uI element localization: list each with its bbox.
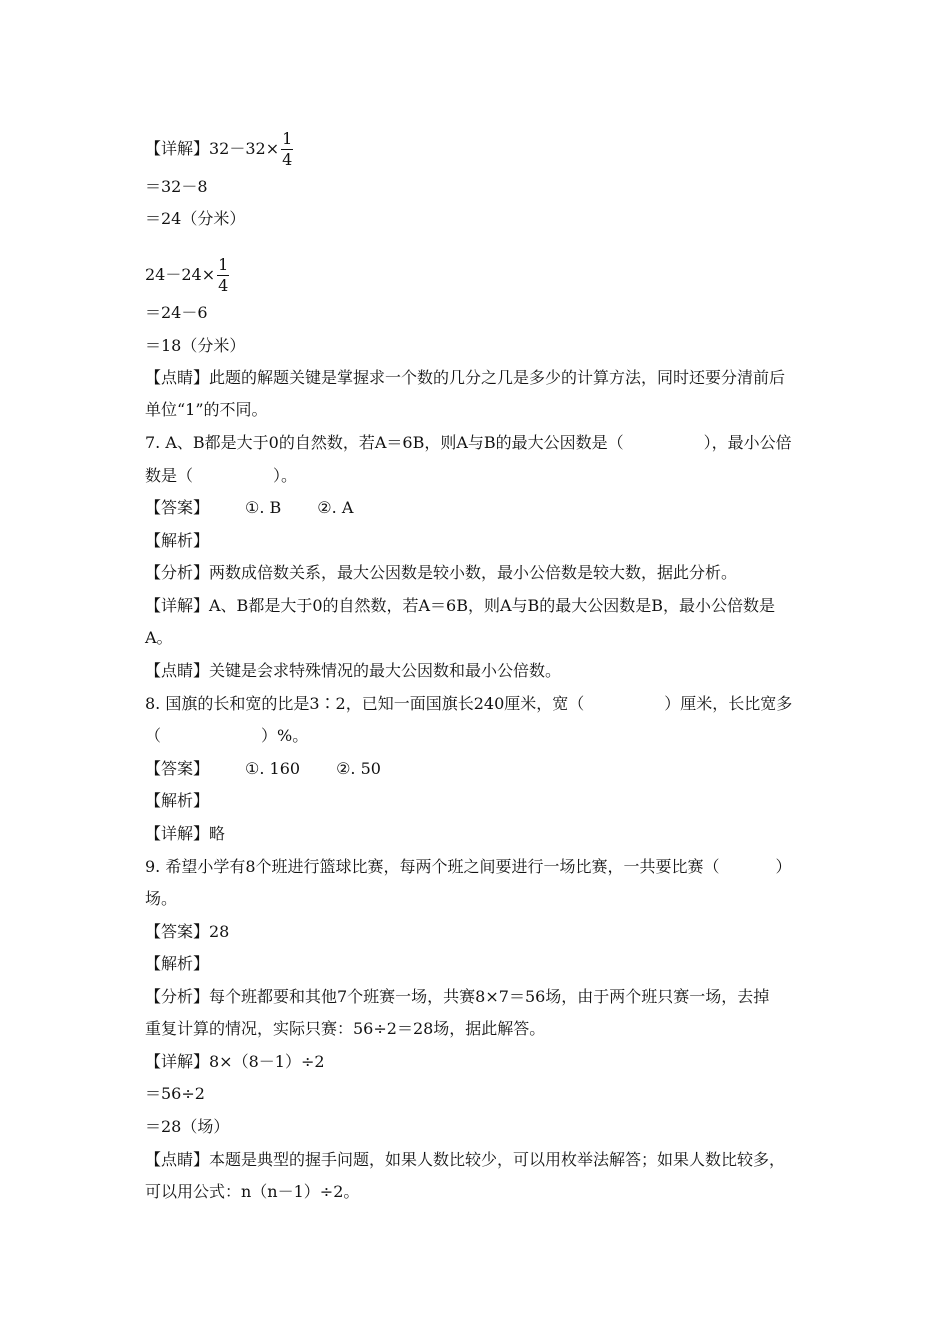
question-9-analysis-heading: 【解析】 — [145, 954, 210, 973]
remark-line-1: 【点睛】此题的解题关键是掌握求一个数的几分之几是多少的计算方法，同时还要分清前后 — [145, 368, 786, 387]
question-7-detail-line-2: A。 — [145, 628, 173, 647]
solution-line-4: 24－24× $\frac{1}{4}$ — [145, 255, 229, 295]
question-9-analysis-line-1: 【分析】每个班都要和其他7个班赛一场，共赛8×7＝56场，由于两个班只赛一场，去掉 — [145, 987, 770, 1006]
fraction-one-quarter: $\frac{1}{4}$ — [218, 255, 229, 295]
question-8-answer: 【答案】 ①. 160 ②. 50 — [145, 759, 381, 778]
remark-line-2: 单位“1”的不同。 — [145, 400, 268, 419]
question-9-detail-line-1: 【详解】8×（8－1）÷2 — [145, 1052, 325, 1071]
question-9-answer: 【答案】28 — [145, 922, 230, 941]
question-8-analysis-heading: 【解析】 — [145, 791, 210, 810]
fraction-one-quarter: $\frac{1}{4}$ — [282, 129, 293, 169]
solution-line-5: ＝24－6 — [145, 303, 208, 322]
question-8-line-1: 8. 国旗的长和宽的比是3∶2，已知一面国旗长240厘米，宽（ ）厘米，长比宽多 — [145, 694, 793, 713]
question-9-remark-line-1: 【点睛】本题是典型的握手问题，如果人数比较少，可以用枚举法解答；如果人数比较多， — [145, 1150, 786, 1169]
question-7-analysis-heading: 【解析】 — [145, 531, 210, 550]
question-9-detail-line-2: ＝56÷2 — [145, 1084, 205, 1103]
question-9-line-1: 9. 希望小学有8个班进行篮球比赛，每两个班之间要进行一场比赛，一共要比赛（ ） — [145, 857, 792, 876]
question-9-line-2: 场。 — [145, 889, 178, 908]
question-7-detail-line-1: 【详解】A、B都是大于0的自然数，若A＝6B，则A与B的最大公因数是B，最小公倍数是 — [145, 596, 776, 615]
question-7-line-2: 数是（ ）。 — [145, 466, 298, 485]
solution-line-2: ＝32－8 — [145, 177, 208, 196]
solution-line-6: ＝18（分米） — [145, 336, 246, 355]
question-9-detail-line-3: ＝28（场） — [145, 1117, 230, 1136]
question-7-answer: 【答案】 ①. B ②. A — [145, 498, 354, 517]
solution-line-1: 【详解】32－32× $\frac{1}{4}$ — [145, 129, 293, 169]
solution-line-3: ＝24（分米） — [145, 209, 246, 228]
question-7-analysis: 【分析】两数成倍数关系，最大公因数是较小数，最小公倍数是较大数，据此分析。 — [145, 563, 738, 582]
question-8-detail: 【详解】略 — [145, 824, 226, 843]
question-9-remark-line-2: 可以用公式：n（n－1）÷2。 — [145, 1182, 360, 1201]
question-7-remark: 【点睛】关键是会求特殊情况的最大公因数和最小公倍数。 — [145, 661, 562, 680]
question-9-analysis-line-2: 重复计算的情况，实际只赛：56÷2＝28场，据此解答。 — [145, 1019, 546, 1038]
question-7-line-1: 7. A、B都是大于0的自然数，若A＝6B，则A与B的最大公因数是（ ），最小公倍 — [145, 433, 792, 452]
question-8-line-2: （ ）%。 — [145, 726, 309, 745]
